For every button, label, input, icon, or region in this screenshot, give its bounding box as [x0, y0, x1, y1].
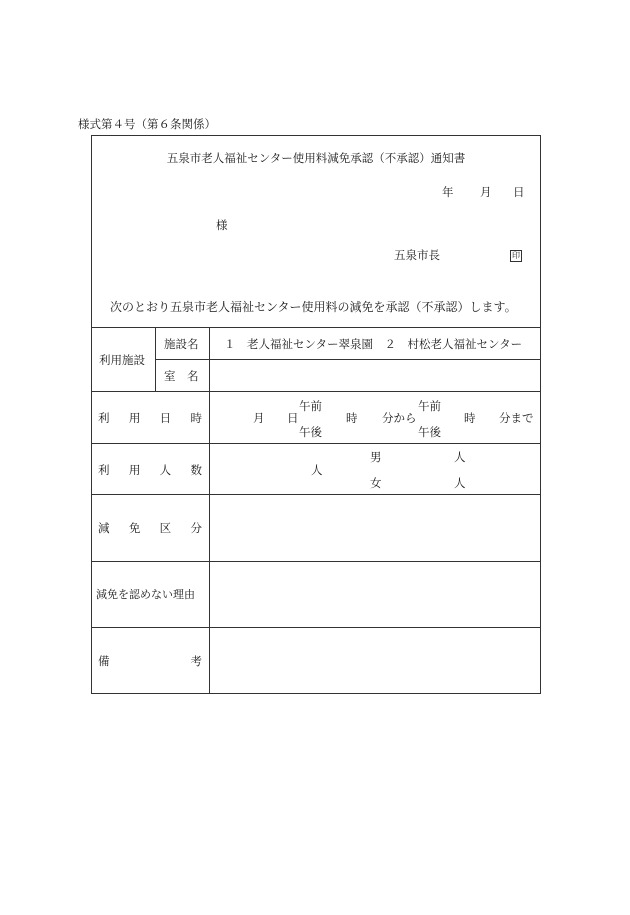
end-hour: 時	[464, 411, 476, 425]
row-divider	[92, 627, 540, 628]
start-minute-from: 分から	[382, 411, 417, 425]
facility-label: 利用施設	[99, 353, 145, 367]
facility-divider	[155, 359, 540, 360]
start-pm: 午後	[299, 425, 322, 439]
form-title: 五泉市老人福祉センター使用料減免承認（不承認）通知書	[166, 151, 466, 165]
datetime-month: 月	[253, 411, 265, 425]
end-minute-to: 分まで	[499, 411, 534, 425]
row-divider	[92, 443, 540, 444]
end-pm: 午後	[418, 425, 441, 439]
datetime-day: 日	[287, 411, 299, 425]
column-divider	[209, 327, 210, 693]
room-name-label: 室 名	[164, 369, 199, 383]
rejection-reason-label: 減免を認めない理由	[96, 588, 195, 601]
end-am: 午前	[418, 399, 441, 413]
row-divider	[92, 494, 540, 495]
start-am: 午前	[299, 399, 322, 413]
approval-statement: 次のとおり五泉市老人福祉センター使用料の減免を承認（不承認）します。	[110, 300, 517, 314]
date-year: 年	[442, 185, 454, 199]
facility-name-label: 施設名	[164, 337, 199, 351]
addressee-suffix: 様	[216, 218, 228, 232]
reduction-category-label: 減 免 区 分	[98, 521, 202, 535]
start-hour: 時	[346, 411, 358, 425]
count-total-person: 人	[311, 463, 323, 477]
facility-sub-divider	[155, 327, 156, 391]
facility-name-options: １ 老人福祉センター翠泉園 ２ 村松老人福祉センター	[224, 337, 523, 351]
issuer-name: 五泉市長	[394, 248, 440, 262]
notice-form	[91, 135, 541, 694]
count-male-label: 男	[370, 450, 382, 464]
datetime-label: 利 用 日 時	[98, 411, 202, 425]
form-number-label: 様式第４号（第６条関係）	[78, 117, 216, 131]
row-divider	[92, 391, 540, 392]
count-female-label: 女	[370, 476, 382, 490]
count-label: 利 用 人 数	[98, 463, 202, 477]
seal-mark: 印	[512, 251, 520, 260]
count-male-person: 人	[454, 450, 466, 464]
row-divider	[92, 561, 540, 562]
count-female-person: 人	[454, 476, 466, 490]
remarks-label: 備 考	[98, 654, 202, 668]
date-month: 月	[480, 185, 492, 199]
table-top-border	[92, 327, 540, 328]
date-day: 日	[513, 185, 525, 199]
